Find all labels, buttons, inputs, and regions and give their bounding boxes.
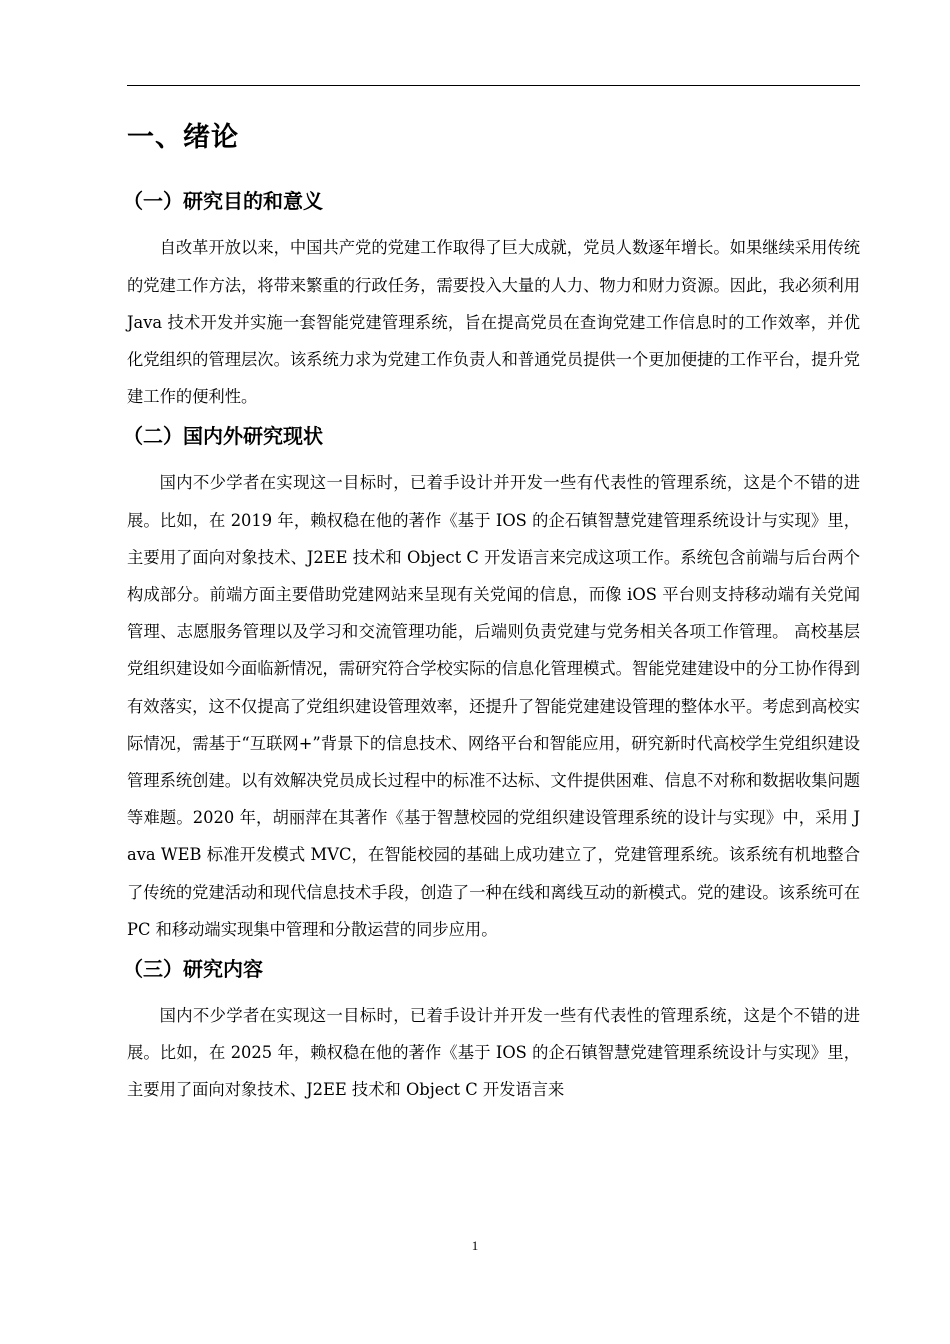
section-paragraph-content: 国内不少学者在实现这一目标时，已着手设计并开发一些有代表性的管理系统，这是个不错的进展。比如，在 2025 年，赖权稳在他的著作《基于 IOS 的企石镇智慧党建管理系统设计与实现》里，主要用了面向对象技术、J2EE 技术和 Object C 开发语言来: [127, 1006, 860, 1100]
page-content: [123, 112, 860, 1109]
page-number: 1: [471, 1238, 479, 1253]
section-title-purpose: （一）研究目的和意义: [123, 189, 323, 214]
chapter-title: 一、绪论: [127, 122, 239, 153]
section-paragraph-status: 国内不少学者在实现这一目标时，已着手设计并开发一些有代表性的管理系统，这是个不错的进展。比如，在 2019 年，赖权稳在他的著作《基于 IOS 的企石镇智慧党建管理系统设计与实现》里，主要用了面向对象技术、J2EE 技术和 Object C 开发语言来完成这项工作。系统包含前端与后台两个构成部分。前端方面主要借助党建网站来呈现有关党闻的信息，而像 iOS 平台则支持移动端有关党闻管理、志愿服务管理以及学习和交流管理功能，后端则负责党建与党务相关各项工作管理。 高校基层党组织建设如今面临新情况，需研究符合学校实际的信息化管理模式。智能党建建设中的分工协作得到有效落实，这不仅提高了党组织建设管理效率，还提升了智能党建建设管理的整体水平。考虑到高校实际情况，需基于“互联网+”背景下的信息技术、网络平台和智能应用，研究新时代高校学生党组织建设管理系统创建。以有效解决党员成长过程中的标准不达标、文件提供困难、信息不对称和数据收集问题等难题。2020 年，胡丽萍在其著作《基于智慧校园的党组织建设管理系统的设计与实现》中，采用 Java WEB 标准开发模式 MVC，在智能校园的基础上成功建立了，党建管理系统。该系统有机地整合了传统的党建活动和现代信息技术手段，创造了一种在线和离线互动的新模式。党的建设。该系统可在 PC 和移动端实现集中管理和分散运营的同步应用。: [127, 473, 860, 939]
section-title-status: （二）国内外研究现状: [123, 424, 323, 449]
header-rule: [127, 85, 860, 86]
section-paragraph-purpose: 自改革开放以来，中国共产党的党建工作取得了巨大成就，党员人数逐年增长。如果继续采用传统的党建工作方法，将带来繁重的行政任务，需要投入大量的人力、物力和财力资源。因此，我必须利用 Java 技术开发并实施一套智能党建管理系统，旨在提高党员在查询党建工作信息时的工作效率，并优化党组织的管理层次。该系统力求为党建工作负责人和普通党员提供一个更加便捷的工作平台，提升党建工作的便利性。: [127, 238, 860, 407]
section-title-content: （三）研究内容: [123, 957, 263, 982]
